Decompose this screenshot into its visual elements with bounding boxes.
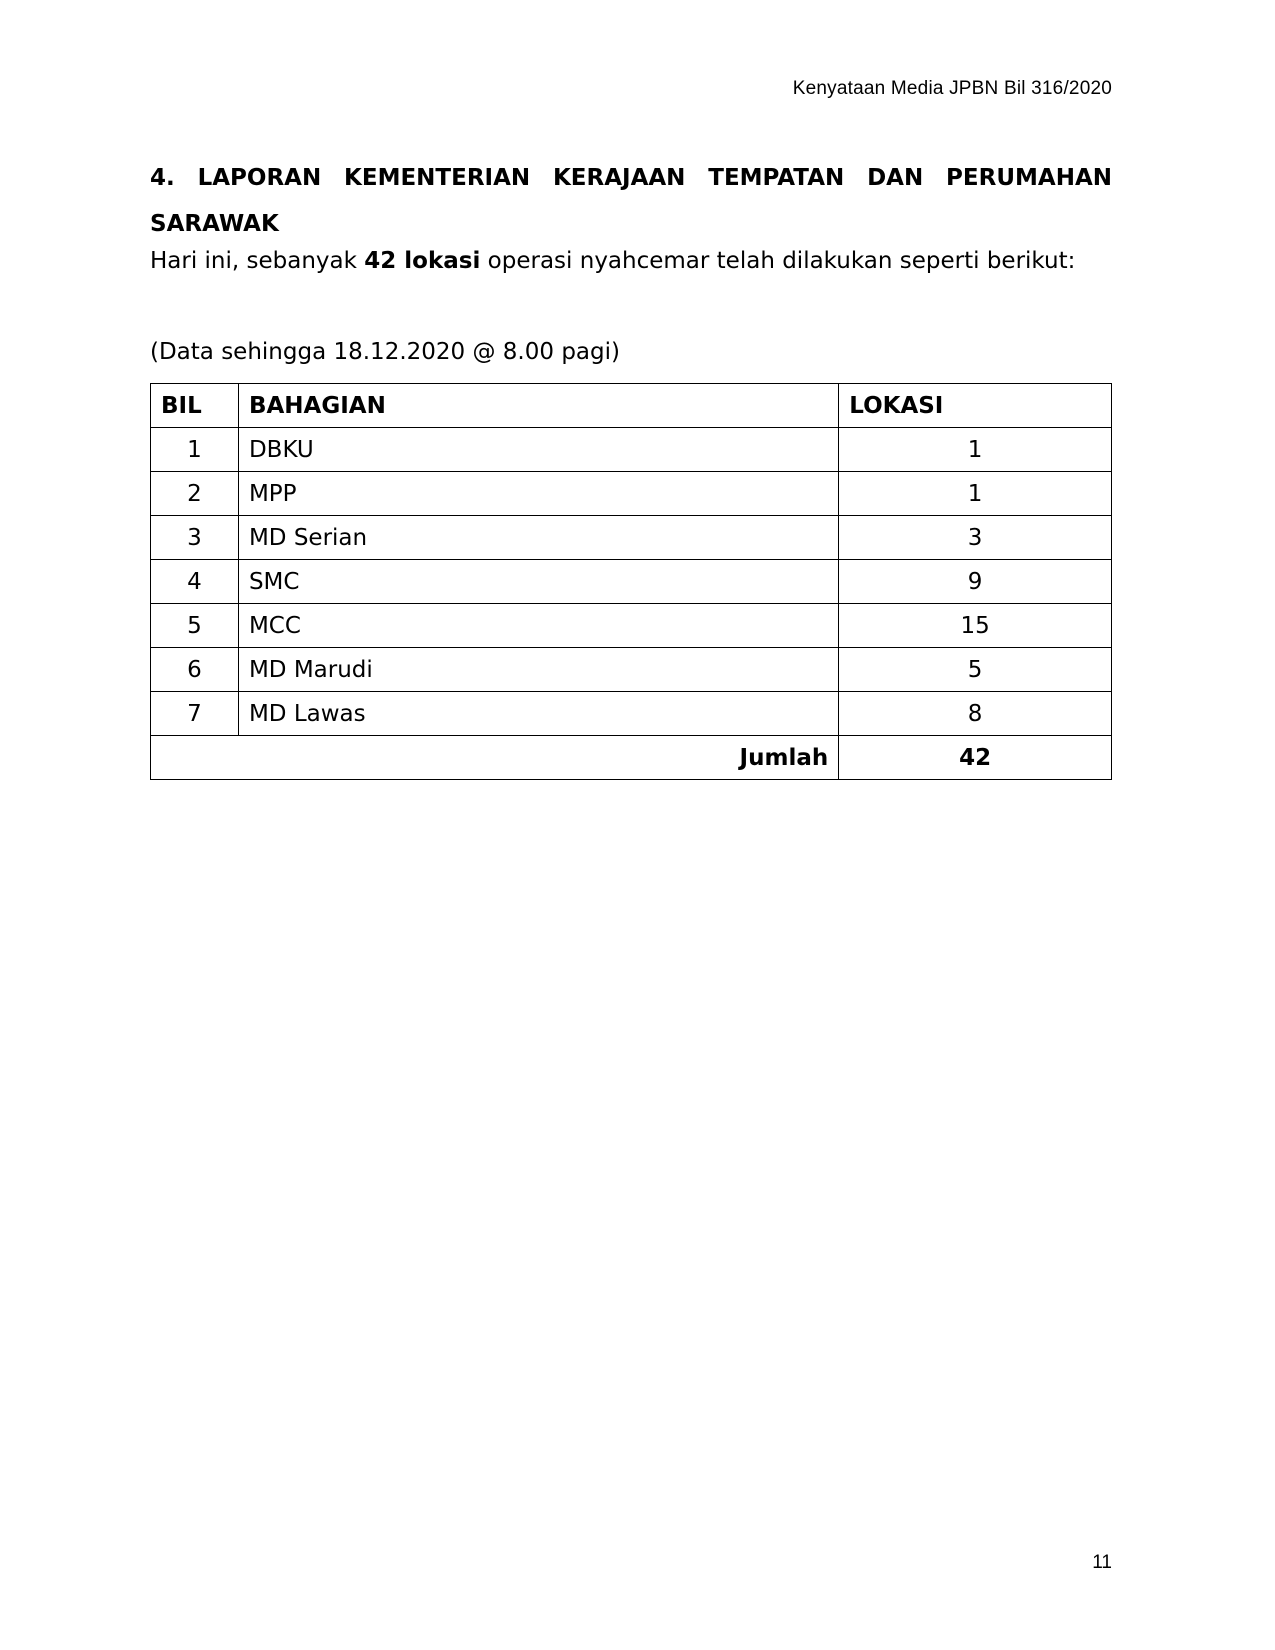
cell-bahagian: SMC [238,560,838,604]
table-row [151,516,1112,560]
cell-bil: 7 [151,692,239,736]
location-table [150,383,1112,780]
cell-bil: 1 [151,428,239,472]
table-row [151,428,1112,472]
cell-bil: 4 [151,560,239,604]
intro-text-bold: 42 lokasi [364,248,481,274]
cell-bil: 6 [151,648,239,692]
cell-lokasi: 1 [839,472,1112,516]
intro-paragraph [150,245,1075,277]
cell-bahagian: DBKU [238,428,838,472]
cell-bahagian: MD Marudi [238,648,838,692]
cell-bahagian: MPP [238,472,838,516]
cell-bahagian: MD Serian [238,516,838,560]
table-row [151,472,1112,516]
cell-lokasi: 15 [839,604,1112,648]
intro-text-after: operasi nyahcemar telah dilakukan seperti berikut: [480,248,1076,274]
header-bahagian: BAHAGIAN [238,384,838,428]
page-number: 11 [1092,1552,1112,1573]
table-total-row [151,736,1112,780]
header-bil: BIL [151,384,239,428]
table-row [151,692,1112,736]
cell-lokasi: 3 [839,516,1112,560]
section-title-line-1: 4. LAPORAN KEMENTERIAN KERAJAAN TEMPATAN DAN PERUMAHAN [150,165,1112,191]
cell-bil: 2 [151,472,239,516]
cell-lokasi: 5 [839,648,1112,692]
cell-bahagian: MCC [238,604,838,648]
table-row [151,560,1112,604]
table-header-row [151,384,1112,428]
section-title [150,155,1112,247]
running-header: Kenyataan Media JPBN Bil 316/2020 [792,78,1112,99]
cell-bahagian: MD Lawas [238,692,838,736]
data-date-note: (Data sehingga 18.12.2020 @ 8.00 pagi) [150,339,620,365]
total-label: Jumlah [151,736,839,780]
cell-lokasi: 9 [839,560,1112,604]
cell-bil: 3 [151,516,239,560]
table-row [151,604,1112,648]
table-row [151,648,1112,692]
total-value: 42 [839,736,1112,780]
intro-text-before: Hari ini, sebanyak [150,248,365,274]
cell-lokasi: 8 [839,692,1112,736]
cell-bil: 5 [151,604,239,648]
cell-lokasi: 1 [839,428,1112,472]
section-title-line-2: SARAWAK [150,211,279,237]
header-lokasi: LOKASI [839,384,1112,428]
